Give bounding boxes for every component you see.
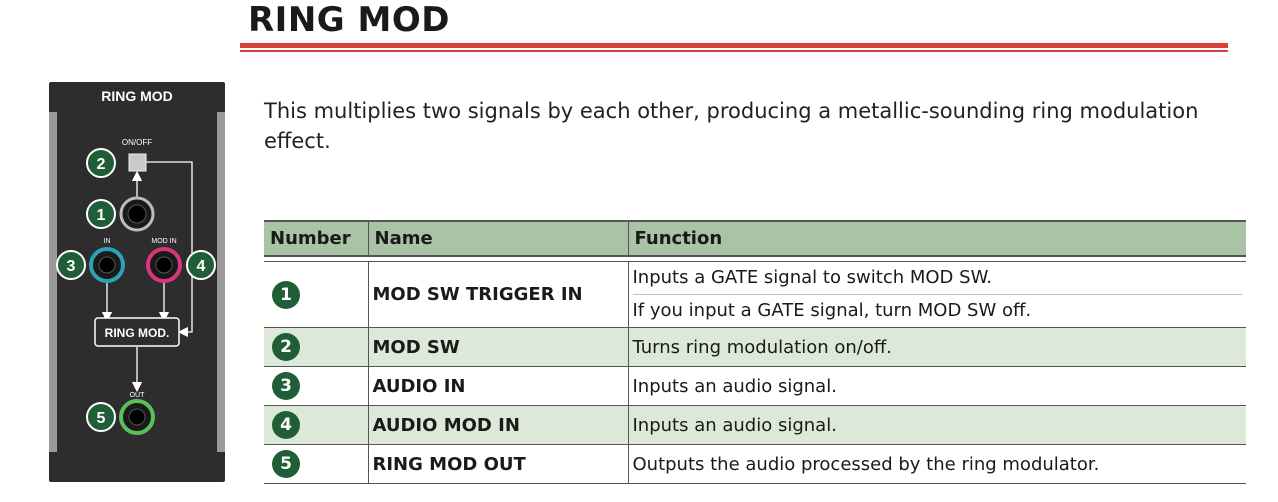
table-row (264, 367, 1246, 406)
table-row (264, 262, 1246, 328)
row-number-badge: 3 (272, 372, 300, 400)
header-number: Number (264, 221, 368, 256)
svg-text:1: 1 (96, 207, 106, 224)
ring-mod-out-jack[interactable] (121, 401, 153, 433)
title-rule (240, 43, 1228, 48)
row-number-badge: 1 (272, 281, 300, 309)
row-name: MOD SW TRIGGER IN (368, 262, 628, 328)
svg-text:3: 3 (66, 258, 76, 275)
row-function: Inputs a GATE signal to switch MOD SW. (632, 267, 993, 288)
header-name: Name (368, 221, 628, 256)
row-function: Inputs an audio signal. (628, 367, 1246, 406)
mod-in-label: MOD IN (151, 238, 177, 245)
svg-text:2: 2 (96, 156, 106, 173)
row-number-badge: 5 (272, 450, 300, 478)
panel-rail-right (217, 112, 225, 452)
table-row (264, 445, 1246, 484)
svg-text:4: 4 (196, 258, 206, 275)
row-function: Inputs an audio signal. (628, 406, 1246, 445)
row-name: MOD SW (368, 328, 628, 367)
row-function: Turns ring modulation on/off. (628, 328, 1246, 367)
row-function: Outputs the audio processed by the ring modulator. (628, 445, 1246, 484)
audio-mod-in-jack[interactable] (148, 249, 180, 281)
header-function: Function (628, 221, 1246, 256)
callout-5 (87, 403, 115, 431)
ring-mod-block-label: RING MOD. (104, 326, 170, 340)
mod-sw-button[interactable] (129, 154, 146, 171)
audio-in-jack[interactable] (91, 249, 123, 281)
callout-1 (87, 200, 115, 228)
on-off-label: ON/OFF (121, 138, 153, 147)
trigger-jack[interactable] (121, 198, 153, 230)
title-rule-thin (240, 50, 1228, 52)
description: This multiplies two signals by each other, producing a metallic-sounding ring modulation effect. (264, 99, 1199, 153)
table-header-row (264, 221, 1246, 256)
callout-4 (187, 251, 215, 279)
in-label: IN (103, 238, 111, 245)
row-function: If you input a GATE signal, turn MOD SW off. (633, 294, 1243, 327)
callout-2 (87, 149, 115, 177)
page-title: RING MOD (248, 0, 450, 40)
table-row (264, 406, 1246, 445)
callout-3 (57, 251, 85, 279)
row-name: RING MOD OUT (368, 445, 628, 484)
row-number-badge: 2 (272, 333, 300, 361)
row-number-badge: 4 (272, 411, 300, 439)
table-row (264, 328, 1246, 367)
row-name: AUDIO MOD IN (368, 406, 628, 445)
panel-rail-left (49, 112, 57, 452)
spec-table (264, 220, 1246, 484)
row-name: AUDIO IN (368, 367, 628, 406)
out-label: OUT (129, 392, 145, 399)
module-panel (49, 82, 225, 482)
svg-text:5: 5 (96, 410, 106, 427)
panel-header: RING MOD (101, 88, 173, 104)
